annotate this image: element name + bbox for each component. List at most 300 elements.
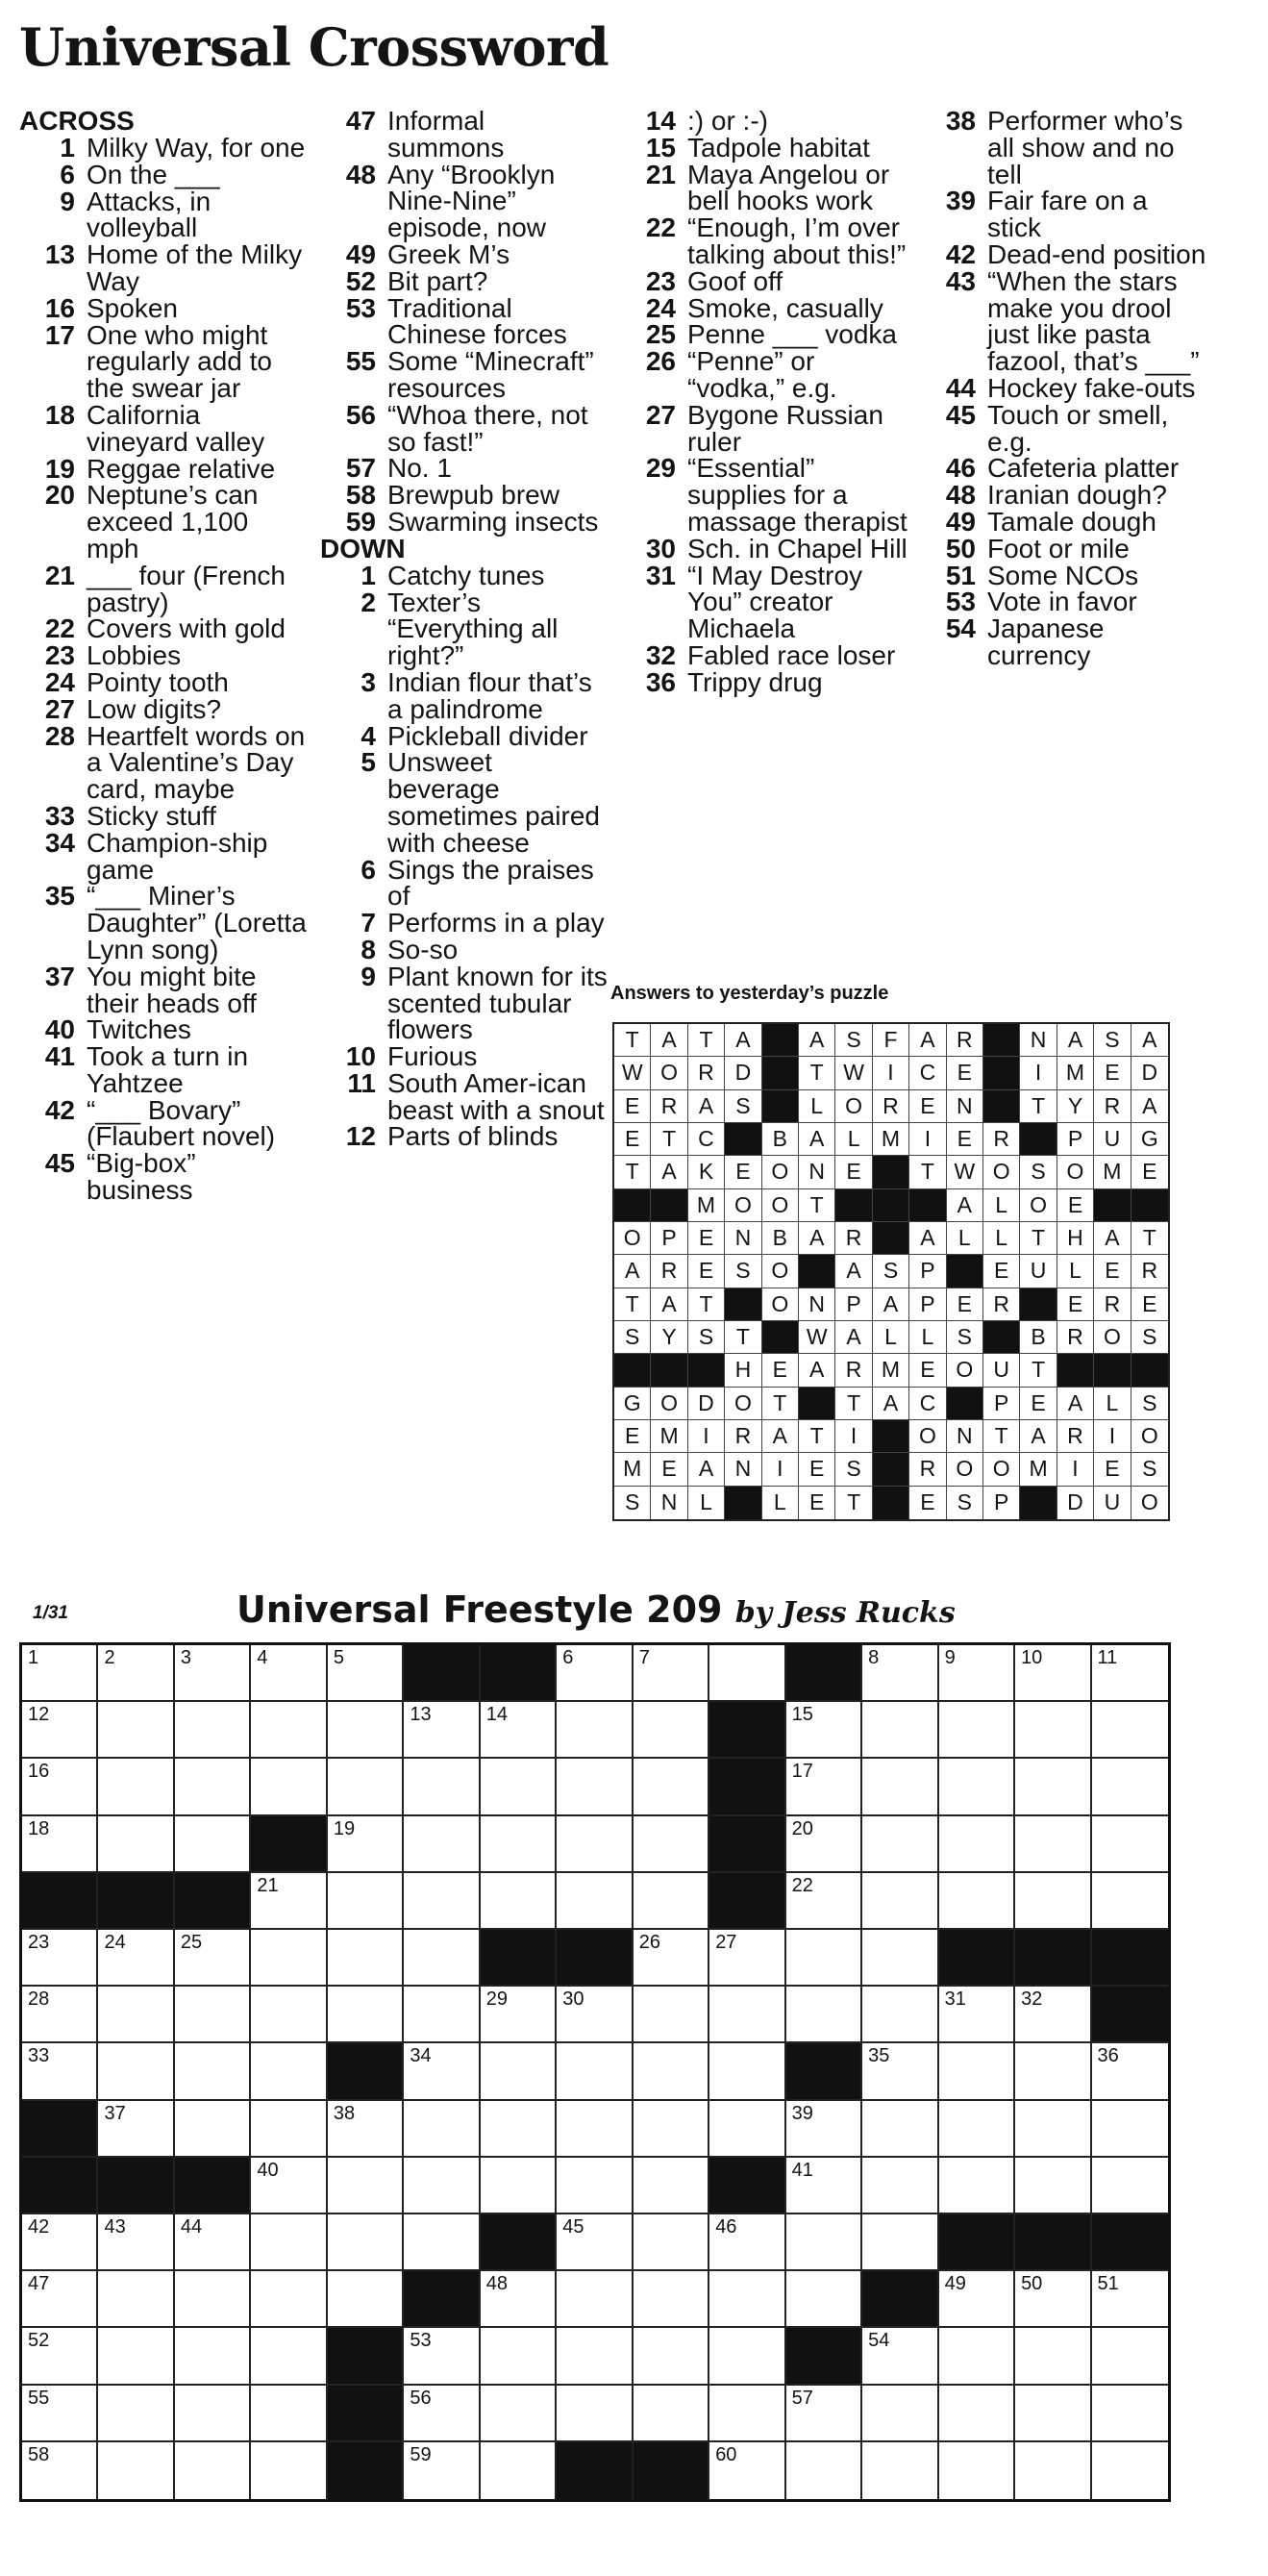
clue-number: 48 — [345, 159, 376, 189]
cell-number: 49 — [944, 2273, 966, 2295]
grid-cell[interactable] — [404, 1930, 480, 1987]
clue-item — [920, 533, 1208, 563]
grid-cell[interactable] — [862, 2442, 938, 2499]
answer-cell: U — [983, 1354, 1020, 1387]
grid-cell[interactable] — [175, 1930, 251, 1987]
grid-cell[interactable] — [709, 2101, 785, 2158]
clue-item — [19, 883, 308, 963]
clue-number: 31 — [645, 560, 676, 590]
answer-cell: O — [651, 1388, 687, 1420]
grid-cell[interactable] — [404, 2043, 480, 2100]
grid-cell[interactable] — [328, 1702, 404, 1759]
grid-cell[interactable] — [481, 1873, 557, 1930]
grid-cell[interactable] — [862, 1930, 938, 1987]
grid-cell[interactable] — [1092, 1816, 1168, 1873]
grid-cell[interactable] — [175, 2043, 251, 2100]
clue-text: Dead-end position — [987, 238, 1206, 269]
grid-cell[interactable] — [22, 2386, 98, 2442]
grid-cell[interactable] — [251, 2158, 327, 2214]
grid-cell[interactable] — [709, 2214, 785, 2271]
grid-cell[interactable] — [251, 2214, 327, 2271]
grid-cell[interactable] — [1015, 1645, 1091, 1702]
answer-cell: T — [688, 1288, 725, 1321]
grid-cell[interactable] — [328, 2214, 404, 2271]
clue-number: 24 — [44, 666, 75, 697]
answer-cell: A — [835, 1255, 872, 1288]
grid-cell[interactable] — [404, 2101, 480, 2158]
grid-cell[interactable] — [709, 2271, 785, 2328]
grid-cell[interactable] — [786, 1816, 862, 1873]
grid-cell[interactable] — [634, 2043, 709, 2100]
black-square — [404, 1645, 480, 1702]
black-square — [22, 2158, 98, 2214]
grid-cell[interactable] — [862, 2043, 938, 2100]
grid-cell[interactable] — [481, 1702, 557, 1759]
grid-cell[interactable] — [404, 1759, 480, 1815]
clue-number: 21 — [645, 159, 676, 189]
answer-cell: A — [1057, 1024, 1094, 1057]
grid-cell[interactable] — [557, 2271, 633, 2328]
clue-number: 1 — [60, 133, 75, 163]
grid-cell[interactable] — [481, 2101, 557, 2158]
grid-cell[interactable] — [862, 1759, 938, 1815]
grid-cell[interactable] — [1092, 2386, 1168, 2442]
grid-cell[interactable] — [481, 2386, 557, 2442]
clue-text: Swarming insects — [387, 506, 599, 537]
black-square — [939, 2214, 1015, 2271]
answer-cell: L — [1057, 1255, 1094, 1288]
grid-cell[interactable] — [862, 1816, 938, 1873]
grid-cell[interactable] — [1015, 2442, 1091, 2499]
grid-cell[interactable] — [175, 2101, 251, 2158]
grid-cell[interactable] — [251, 2386, 327, 2442]
cell-number: 23 — [28, 1932, 50, 1953]
grid-cell[interactable] — [1015, 1759, 1091, 1815]
clue-number: 24 — [645, 292, 676, 323]
grid-cell[interactable] — [939, 2271, 1015, 2328]
cell-number: 53 — [410, 2330, 432, 2352]
grid-cell[interactable] — [175, 2271, 251, 2328]
cell-number: 13 — [410, 1704, 432, 1726]
grid-cell[interactable] — [404, 1873, 480, 1930]
clue-text: Cafeteria platter — [987, 453, 1180, 484]
grid-cell[interactable] — [251, 1702, 327, 1759]
grid-cell[interactable] — [634, 2158, 709, 2214]
answer-cell: R — [651, 1090, 687, 1123]
grid-cell[interactable] — [1092, 1759, 1168, 1815]
grid-cell[interactable] — [98, 2101, 174, 2158]
grid-cell[interactable] — [251, 1930, 327, 1987]
grid-cell[interactable] — [22, 1759, 98, 1815]
grid-cell[interactable] — [786, 2101, 862, 2158]
grid-cell[interactable] — [557, 2328, 633, 2385]
answer-cell: W — [614, 1057, 651, 1089]
clue-text: Trippy drug — [687, 666, 823, 697]
grid-cell[interactable] — [175, 1816, 251, 1873]
black-square — [328, 2442, 404, 2499]
grid-cell[interactable] — [251, 2271, 327, 2328]
grid-cell[interactable] — [1015, 2271, 1091, 2328]
grid-cell[interactable] — [1015, 2043, 1091, 2100]
answer-cell: E — [1057, 1288, 1094, 1321]
black-square — [1092, 2214, 1168, 2271]
grid-cell[interactable] — [709, 2043, 785, 2100]
grid-cell[interactable] — [634, 1702, 709, 1759]
cell-number: 60 — [715, 2443, 737, 2465]
grid-cell[interactable] — [175, 2328, 251, 2385]
grid-cell[interactable] — [786, 1759, 862, 1815]
grid-cell[interactable] — [557, 1759, 633, 1815]
grid-cell[interactable] — [404, 1702, 480, 1759]
grid-cell[interactable] — [328, 1987, 404, 2043]
grid-cell[interactable] — [939, 2158, 1015, 2214]
grid-cell[interactable] — [557, 1816, 633, 1873]
grid-cell[interactable] — [404, 2328, 480, 2385]
clue-text: :) or :-) — [687, 106, 768, 136]
answer-cell: N — [799, 1288, 835, 1321]
clue-text: “I May Destroy You” creator Michaela — [687, 560, 863, 644]
grid-cell[interactable] — [22, 2043, 98, 2100]
grid-cell[interactable] — [634, 1987, 709, 2043]
answer-cell: G — [614, 1388, 651, 1420]
clue-text: Any “Brooklyn Nine-Nine” episode, now — [387, 159, 556, 243]
answer-block — [873, 1156, 909, 1188]
grid-cell[interactable] — [634, 1930, 709, 1987]
grid-cell[interactable] — [557, 2043, 633, 2100]
grid-cell[interactable] — [98, 1987, 174, 2043]
grid-cell[interactable] — [404, 1987, 480, 2043]
answer-cell: R — [835, 1354, 872, 1387]
answer-cell: R — [983, 1123, 1020, 1156]
grid-cell[interactable] — [786, 2386, 862, 2442]
clue-text: On the ___ — [87, 159, 220, 189]
grid-cell[interactable] — [22, 1816, 98, 1873]
grid-cell[interactable] — [98, 2271, 174, 2328]
grid-cell[interactable] — [98, 1759, 174, 1815]
grid-cell[interactable] — [939, 1645, 1015, 1702]
cell-number: 54 — [868, 2330, 890, 2352]
cell-number: 17 — [791, 1761, 813, 1783]
grid-cell[interactable] — [709, 1930, 785, 1987]
grid-cell[interactable] — [939, 2386, 1015, 2442]
grid-cell[interactable] — [328, 2158, 404, 2214]
grid-cell[interactable] — [328, 2101, 404, 2158]
grid-cell[interactable] — [22, 2328, 98, 2385]
grid-cell[interactable] — [328, 1816, 404, 1873]
grid-cell[interactable] — [634, 2386, 709, 2442]
grid-cell[interactable] — [862, 2328, 938, 2385]
grid-cell[interactable] — [786, 1873, 862, 1930]
black-square — [175, 2158, 251, 2214]
clue-item — [920, 188, 1208, 241]
grid-cell[interactable] — [175, 1987, 251, 2043]
grid-cell[interactable] — [786, 2158, 862, 2214]
cell-number: 15 — [791, 1704, 813, 1726]
grid-cell[interactable] — [481, 2158, 557, 2214]
clue-number: 44 — [945, 372, 976, 403]
clue-number: 7 — [361, 908, 376, 938]
grid-cell[interactable] — [404, 2158, 480, 2214]
answer-cell: S — [1131, 1453, 1168, 1486]
grid-cell[interactable] — [98, 2043, 174, 2100]
grid-cell[interactable] — [1015, 2158, 1091, 2214]
grid-cell[interactable] — [786, 1702, 862, 1759]
grid-cell[interactable] — [786, 2271, 862, 2328]
grid-cell[interactable] — [481, 2043, 557, 2100]
grid-cell[interactable] — [939, 1702, 1015, 1759]
answer-cell: A — [725, 1024, 761, 1057]
black-square — [1092, 1987, 1168, 2043]
clue-text: Reggae relative — [87, 453, 276, 484]
grid-cell[interactable] — [634, 1873, 709, 1930]
grid-cell[interactable] — [1092, 2328, 1168, 2385]
clue-text: Brewpub brew — [387, 480, 559, 511]
clue-item — [920, 108, 1208, 188]
clue-item — [320, 854, 609, 912]
grid-cell[interactable] — [939, 2043, 1015, 2100]
grid-cell[interactable] — [404, 2442, 480, 2499]
grid-cell[interactable] — [634, 1645, 709, 1702]
clue-item — [19, 666, 308, 697]
grid-cell[interactable] — [175, 1759, 251, 1815]
cell-number: 2 — [104, 1647, 115, 1668]
cell-number: 22 — [791, 1874, 813, 1896]
grid-cell[interactable] — [786, 2442, 862, 2499]
clue-text: No. 1 — [387, 453, 452, 484]
grid-cell[interactable] — [404, 2386, 480, 2442]
grid-cell[interactable] — [786, 1987, 862, 2043]
grid-cell[interactable] — [328, 2271, 404, 2328]
clue-text: “___ Miner’s Daughter” (Loretta Lynn song) — [87, 881, 307, 964]
clue-text: Catchy tunes — [387, 560, 545, 590]
clue-number: 23 — [645, 265, 676, 296]
grid-cell[interactable] — [939, 2328, 1015, 2385]
clue-number: 5 — [361, 747, 376, 778]
grid-cell[interactable] — [557, 2158, 633, 2214]
grid-cell[interactable] — [1092, 2158, 1168, 2214]
grid-cell[interactable] — [862, 1645, 938, 1702]
answer-cell: Y — [651, 1321, 687, 1354]
grid-cell[interactable] — [22, 1645, 98, 1702]
grid-cell[interactable] — [251, 1987, 327, 2043]
grid-cell[interactable] — [1015, 2386, 1091, 2442]
grid-cell[interactable] — [1015, 1702, 1091, 1759]
grid-cell[interactable] — [557, 2386, 633, 2442]
grid-cell[interactable] — [709, 2328, 785, 2385]
clue-item — [19, 800, 308, 831]
grid-cell[interactable] — [1015, 1987, 1091, 2043]
grid-cell[interactable] — [862, 2158, 938, 2214]
grid-cell[interactable] — [709, 2442, 785, 2499]
grid-cell[interactable] — [1092, 2271, 1168, 2328]
grid-cell[interactable] — [328, 1645, 404, 1702]
grid-cell[interactable] — [1092, 2442, 1168, 2499]
grid-cell[interactable] — [404, 1816, 480, 1873]
grid-cell[interactable] — [557, 1702, 633, 1759]
cell-number: 48 — [485, 2273, 509, 2295]
grid-cell[interactable] — [251, 2043, 327, 2100]
grid-cell[interactable] — [862, 2101, 938, 2158]
grid-cell[interactable] — [404, 2214, 480, 2271]
grid-cell[interactable] — [251, 2101, 327, 2158]
grid-cell[interactable] — [22, 2271, 98, 2328]
answer-cell: S — [1131, 1388, 1168, 1420]
grid-cell[interactable] — [939, 2442, 1015, 2499]
answer-cell: O — [1057, 1156, 1094, 1188]
grid-cell[interactable] — [634, 2328, 709, 2385]
black-square — [175, 1873, 251, 1930]
grid-cell[interactable] — [251, 2328, 327, 2385]
answer-cell: T — [799, 1057, 835, 1089]
grid-cell[interactable] — [786, 1930, 862, 1987]
grid-cell[interactable] — [22, 1702, 98, 1759]
grid-cell[interactable] — [481, 2271, 557, 2328]
grid-cell[interactable] — [634, 1759, 709, 1815]
clue-text: Neptune’s can exceed 1,100 mph — [87, 480, 259, 563]
grid-cell[interactable] — [557, 1873, 633, 1930]
cell-number: 28 — [28, 1988, 50, 2011]
grid-cell[interactable] — [634, 2101, 709, 2158]
black-square — [709, 1816, 785, 1873]
grid-cell[interactable] — [634, 2271, 709, 2328]
answer-cell: T — [1131, 1222, 1168, 1255]
cell-number: 8 — [868, 1647, 880, 1668]
grid-cell[interactable] — [557, 1645, 633, 1702]
grid-cell[interactable] — [709, 1987, 785, 2043]
grid-cell[interactable] — [175, 1702, 251, 1759]
grid-cell[interactable] — [22, 2214, 98, 2271]
grid-cell[interactable] — [862, 1987, 938, 2043]
grid-cell[interactable] — [481, 1816, 557, 1873]
grid-cell[interactable] — [328, 1930, 404, 1987]
clue-number: 36 — [645, 666, 676, 697]
grid-cell[interactable] — [1015, 2328, 1091, 2385]
answer-cell: P — [983, 1388, 1020, 1420]
grid-cell[interactable] — [1015, 1816, 1091, 1873]
grid-cell[interactable] — [939, 1816, 1015, 1873]
grid-cell[interactable] — [786, 2214, 862, 2271]
grid-cell[interactable] — [1092, 1645, 1168, 1702]
grid-cell[interactable] — [22, 1987, 98, 2043]
grid-cell[interactable] — [98, 1816, 174, 1873]
cell-number: 27 — [715, 1932, 737, 1953]
answer-cell: E — [651, 1453, 687, 1486]
grid-cell[interactable] — [557, 2101, 633, 2158]
clue-number: 37 — [44, 961, 75, 991]
clue-item — [320, 159, 609, 243]
answer-cell: I — [909, 1123, 946, 1156]
answer-cell: T — [614, 1156, 651, 1188]
black-square — [1015, 2214, 1091, 2271]
grid-cell[interactable] — [634, 2214, 709, 2271]
answer-cell: D — [688, 1388, 725, 1420]
grid-cell[interactable] — [862, 1702, 938, 1759]
grid-cell[interactable] — [709, 2386, 785, 2442]
black-square — [328, 2386, 404, 2442]
clue-text: Foot or mile — [987, 533, 1130, 563]
grid-cell[interactable] — [251, 1645, 327, 1702]
answer-block — [983, 1321, 1020, 1354]
grid-cell[interactable] — [862, 2214, 938, 2271]
grid-cell[interactable] — [98, 2214, 174, 2271]
grid-cell[interactable] — [175, 1645, 251, 1702]
answer-cell: A — [688, 1090, 725, 1123]
grid-cell[interactable] — [1015, 1873, 1091, 1930]
clue-number: 32 — [645, 639, 676, 670]
grid-cell[interactable] — [1092, 1702, 1168, 1759]
grid-cell[interactable] — [1092, 2043, 1168, 2100]
grid-cell[interactable] — [98, 1930, 174, 1987]
grid-cell[interactable] — [175, 2386, 251, 2442]
grid-cell[interactable] — [1092, 2101, 1168, 2158]
cell-number: 56 — [410, 2387, 432, 2409]
grid-cell[interactable] — [22, 2442, 98, 2499]
grid-cell[interactable] — [98, 1702, 174, 1759]
clue-number: 27 — [44, 693, 75, 724]
grid-cell[interactable] — [98, 2442, 174, 2499]
grid-cell[interactable] — [251, 2442, 327, 2499]
clue-item — [19, 453, 308, 484]
answer-cell: E — [688, 1255, 725, 1288]
grid-cell[interactable] — [22, 1930, 98, 1987]
grid-cell[interactable] — [251, 1759, 327, 1815]
grid-cell[interactable] — [557, 1987, 633, 2043]
grid-cell[interactable] — [175, 2442, 251, 2499]
grid-cell[interactable] — [634, 1816, 709, 1873]
answer-cell: R — [1057, 1420, 1094, 1453]
answer-cell: S — [947, 1321, 983, 1354]
grid-cell[interactable] — [481, 1987, 557, 2043]
clue-text: Maya Angelou or bell hooks work — [687, 159, 890, 216]
grid-cell[interactable] — [1015, 2101, 1091, 2158]
grid-cell[interactable] — [862, 2386, 938, 2442]
grid-cell[interactable] — [481, 1759, 557, 1815]
clue-item — [320, 720, 609, 751]
cell-number: 33 — [28, 2045, 50, 2067]
grid-cell[interactable] — [709, 1645, 785, 1702]
grid-cell[interactable] — [481, 2328, 557, 2385]
grid-cell[interactable] — [251, 1873, 327, 1930]
grid-cell[interactable] — [1092, 1873, 1168, 1930]
grid-cell[interactable] — [175, 2214, 251, 2271]
black-square — [328, 2043, 404, 2100]
grid-cell[interactable] — [862, 1873, 938, 1930]
clue-item — [620, 108, 908, 135]
answer-cell: C — [688, 1123, 725, 1156]
cell-number: 44 — [180, 2216, 203, 2238]
grid-cell[interactable] — [328, 1873, 404, 1930]
answer-cell: O — [651, 1057, 687, 1089]
answer-cell: L — [799, 1090, 835, 1123]
grid-cell[interactable] — [939, 2101, 1015, 2158]
grid-cell[interactable] — [328, 1759, 404, 1815]
grid-cell[interactable] — [939, 1873, 1015, 1930]
grid-cell[interactable] — [939, 1759, 1015, 1815]
clue-number: 30 — [645, 533, 676, 563]
cell-number: 47 — [28, 2273, 50, 2295]
answer-cell: R — [688, 1057, 725, 1089]
clue-item — [620, 348, 908, 402]
grid-cell[interactable] — [98, 2328, 174, 2385]
grid-cell[interactable] — [939, 1987, 1015, 2043]
cell-number: 19 — [333, 1817, 356, 1839]
answer-block — [725, 1487, 761, 1519]
grid-cell[interactable] — [98, 1645, 174, 1702]
grid-cell[interactable] — [481, 2442, 557, 2499]
grid-cell[interactable] — [98, 2386, 174, 2442]
cell-number: 42 — [28, 2216, 50, 2238]
grid-cell[interactable] — [557, 2214, 633, 2271]
